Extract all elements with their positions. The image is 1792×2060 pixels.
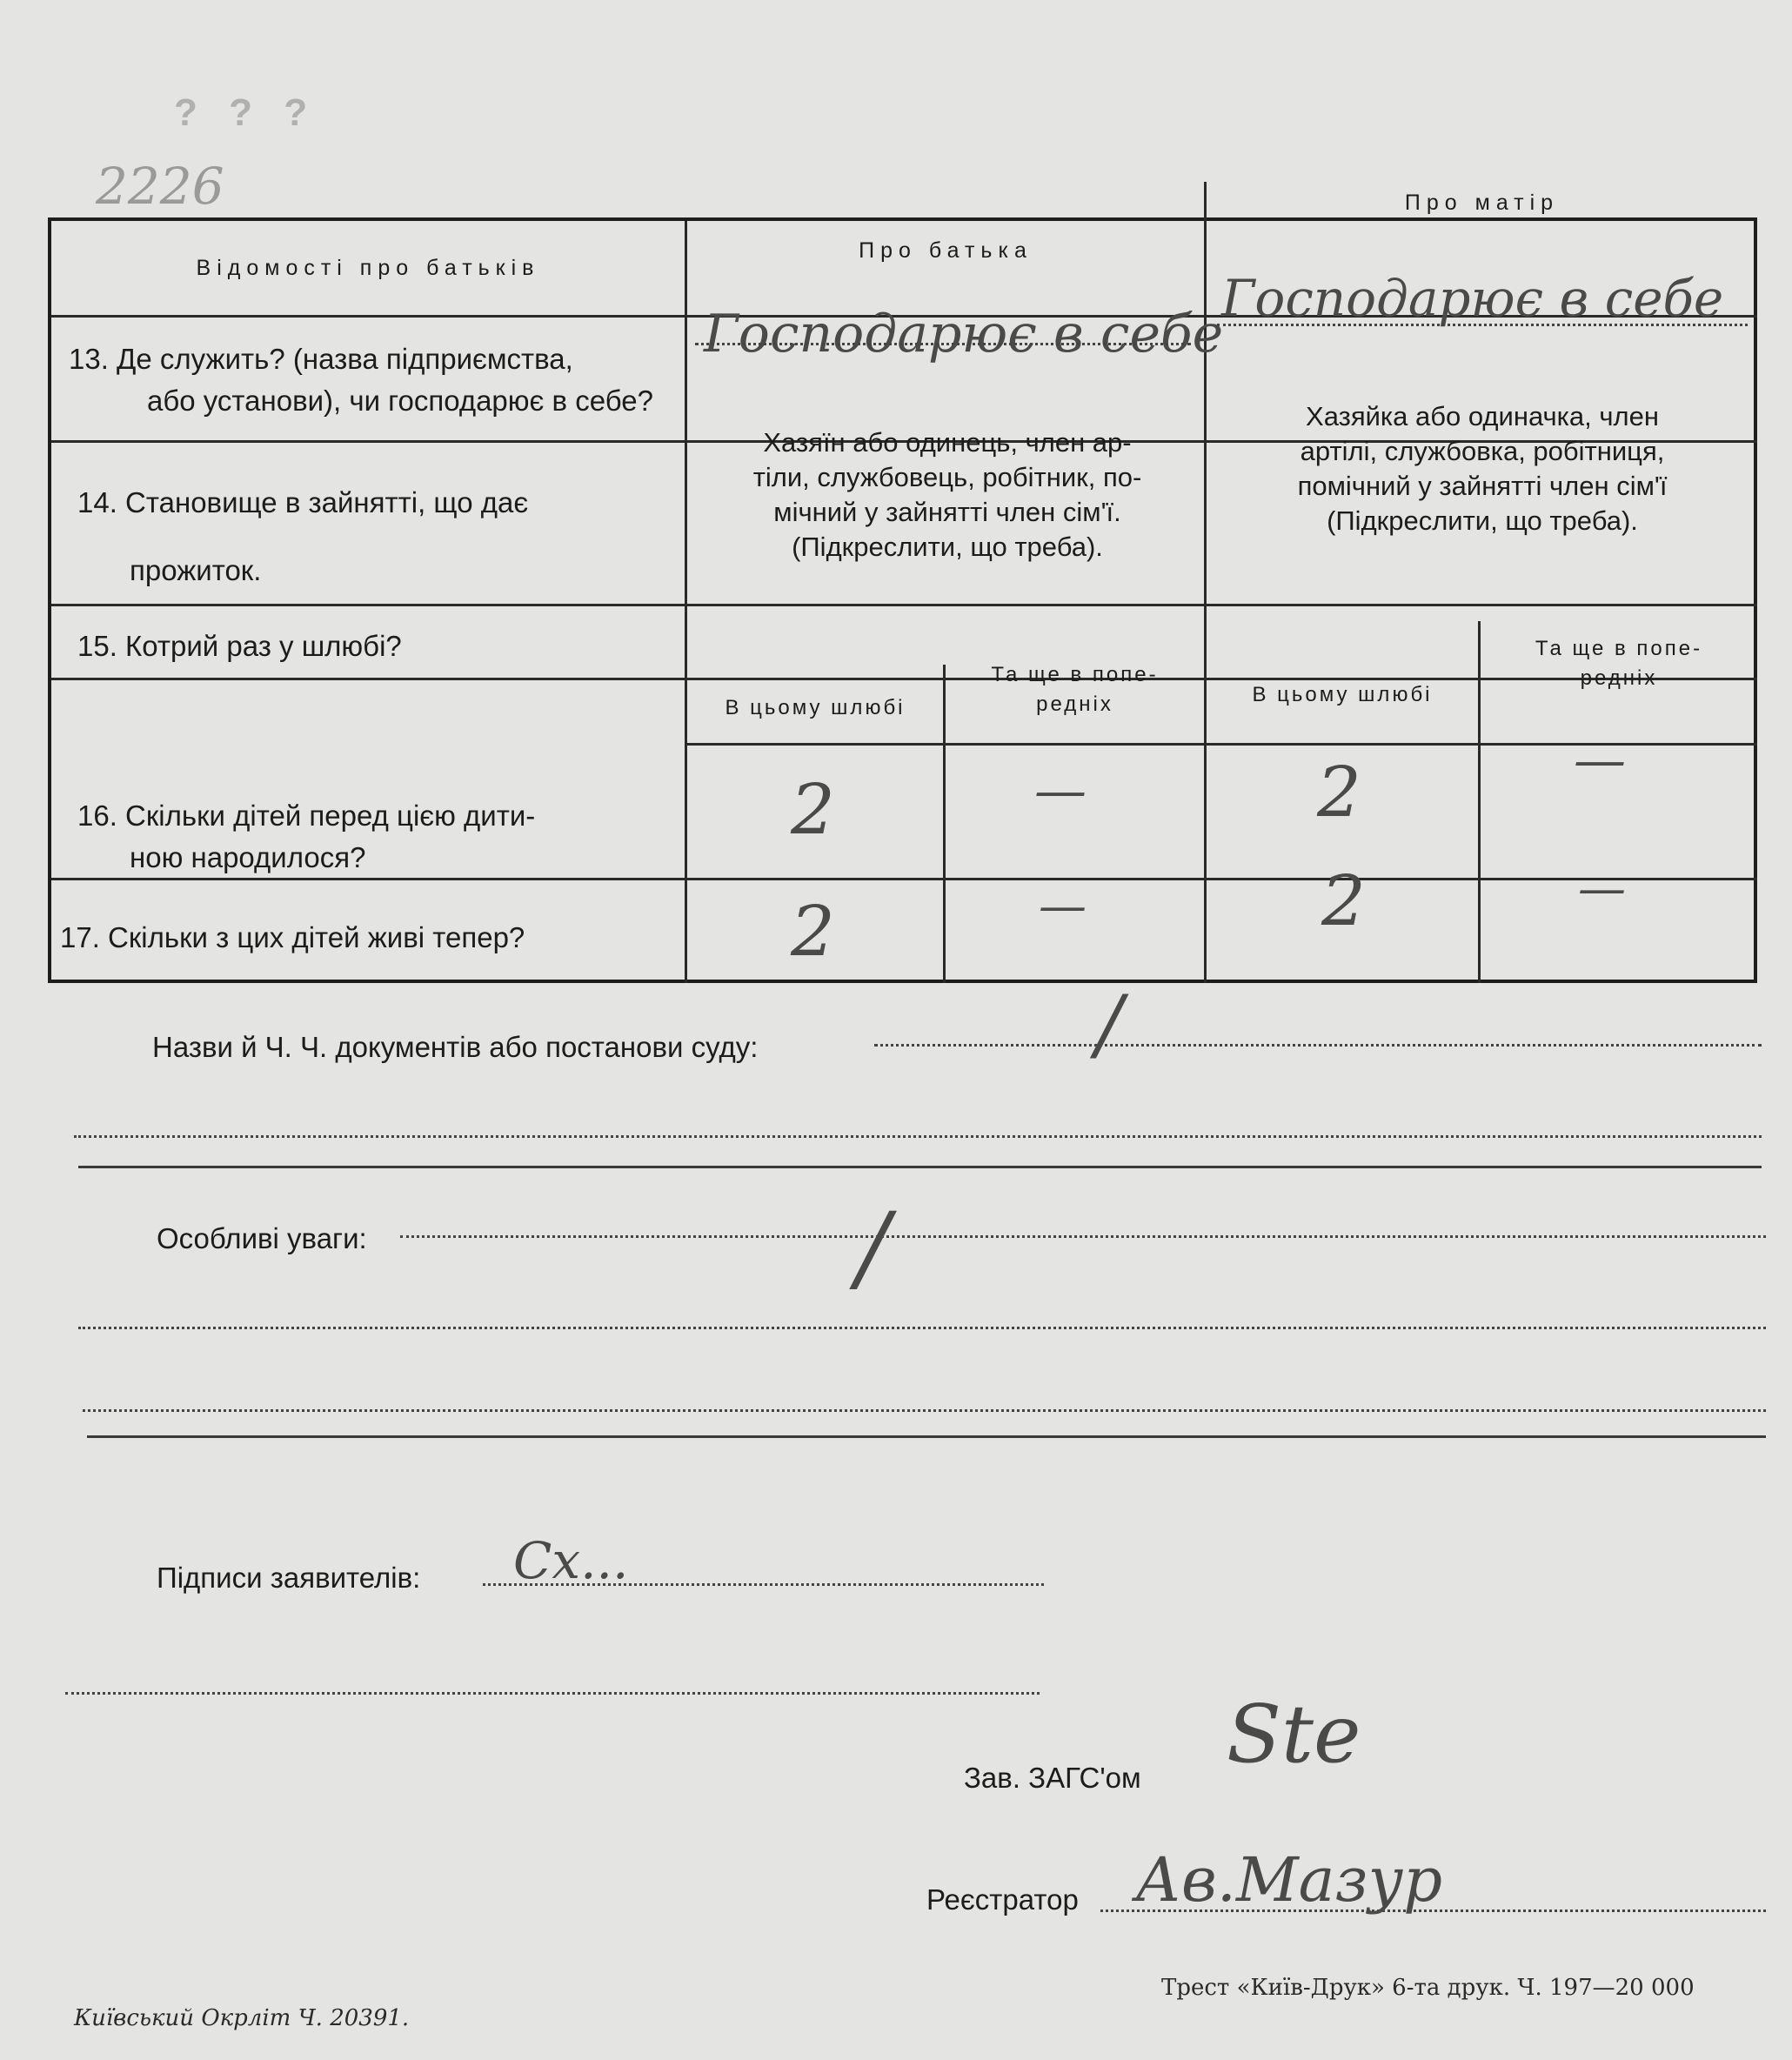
row13-label <box>69 338 678 422</box>
row15-label: 15. Котрий раз у шлюбі? <box>77 630 402 662</box>
row16-label-line2: ною народилося? <box>130 841 366 873</box>
header-about-mother: Про матір <box>1404 191 1560 215</box>
row17-father-prev: — <box>1039 878 1087 933</box>
row16-label-line1: 16. Скільки дітей перед цією дити- <box>77 799 536 832</box>
documents-label: Назви й Ч. Ч. документів або постанови суду: <box>152 1031 759 1063</box>
registrar-label: Реєстратор <box>926 1883 1079 1916</box>
documents-dotline-2 <box>74 1135 1762 1138</box>
notes-dotline-1 <box>400 1235 1766 1238</box>
subheader-father-this-marriage: В цьому шлюбі <box>725 696 906 719</box>
header-about-father: Про батька <box>859 238 1033 263</box>
parents-info-table <box>48 191 1757 983</box>
row14-father-line2: тіли, службовець, робітник, по- <box>752 462 1142 492</box>
signatures-dotline-2 <box>65 1692 1040 1695</box>
subheader-father-previous <box>946 660 1204 719</box>
applicant-signature: Сх... <box>513 1531 629 1590</box>
faded-stamp: ? ? ? <box>174 91 318 134</box>
subheader-mother-previous-line1: Та ще в попе- <box>1535 637 1703 660</box>
row13-mother-answer: Господарює в себе <box>1221 269 1724 328</box>
row17-mother-prev: — <box>1578 860 1626 916</box>
documents-mark: / <box>1096 979 1123 1070</box>
notes-solid-line <box>87 1435 1766 1438</box>
row17-father-this: 2 <box>791 891 835 972</box>
row14-father-line4: (Підкреслити, що треба). <box>792 532 1103 562</box>
subheader-father-previous-line1: Та ще в попе- <box>991 663 1159 686</box>
row13-label-line1: 13. Де служить? (назва підприємства, <box>69 343 573 375</box>
notes-mark: / <box>857 1192 890 1303</box>
col-divider-1 <box>685 221 687 983</box>
header-parents-info: Відомості про батьків <box>196 256 540 280</box>
row16-mother-this: 2 <box>1317 752 1361 833</box>
row14-mother-line1: Хазяйка або одиначка, член <box>1306 401 1659 431</box>
col-divider-2 <box>1204 182 1207 983</box>
handwritten-corner-note: 2226 <box>96 157 224 216</box>
row14-father-line1: Хазяїн або одинець, член ар- <box>763 427 1132 458</box>
row14-father-options <box>699 425 1195 565</box>
row17-label: 17. Скільки з цих дітей живі тепер? <box>60 921 525 953</box>
footer-left-print-info: Київський Окрліт Ч. 20391. <box>74 2005 410 2031</box>
row14-mother-line2: артілі, службовка, робітниця, <box>1300 436 1665 466</box>
row16-father-this: 2 <box>791 769 835 850</box>
registrar-signature: Ав.Мазур <box>1135 1844 1443 1916</box>
documents-solid-line <box>78 1166 1762 1168</box>
notes-dotline-3 <box>83 1409 1766 1412</box>
notes-dotline-2 <box>78 1327 1766 1329</box>
documents-dotline-1 <box>874 1044 1762 1047</box>
subheader-mother-previous <box>1481 634 1757 693</box>
subheader-father-previous-line2: редніх <box>1036 692 1113 716</box>
signatures-label: Підписи заявителів: <box>157 1562 421 1594</box>
row14-label-line1: 14. Становище в зайнятті, що дає <box>77 486 529 518</box>
subheader-mother-previous-line2: редніх <box>1580 666 1658 690</box>
head-signature: Ste <box>1227 1688 1361 1781</box>
row17-mother-this: 2 <box>1321 860 1366 941</box>
row13-label-line2: або установи), чи господарює в себе? <box>147 385 653 417</box>
footer-right-print-info: Трест «Київ-Друк» 6-та друк. Ч. 197—20 000 <box>1161 1975 1695 2001</box>
notes-label: Особливі уваги: <box>157 1222 367 1254</box>
row14-mother-line3: помічний у зайнятті член сім'ї <box>1297 471 1668 501</box>
row13-father-answer: Господарює в себе <box>704 304 1224 365</box>
row16-father-prev: — <box>1034 760 1087 821</box>
row14-mother-options <box>1217 399 1748 538</box>
row13-father-dotline <box>695 343 1191 345</box>
row13-mother-dotline <box>1217 324 1748 326</box>
row16-mother-prev: — <box>1574 730 1626 791</box>
row14-mother-line4: (Підкреслити, що треба). <box>1327 505 1638 536</box>
row14-label-line2: прожиток. <box>130 554 262 586</box>
subheader-mother-this-marriage: В цьому шлюбі <box>1252 683 1433 706</box>
row14-label <box>77 469 678 605</box>
head-of-registry-label: Зав. ЗАГС'ом <box>964 1762 1141 1794</box>
row16-label <box>77 795 678 879</box>
row14-father-line3: мічний у зайнятті член сім'ї. <box>773 497 1121 527</box>
